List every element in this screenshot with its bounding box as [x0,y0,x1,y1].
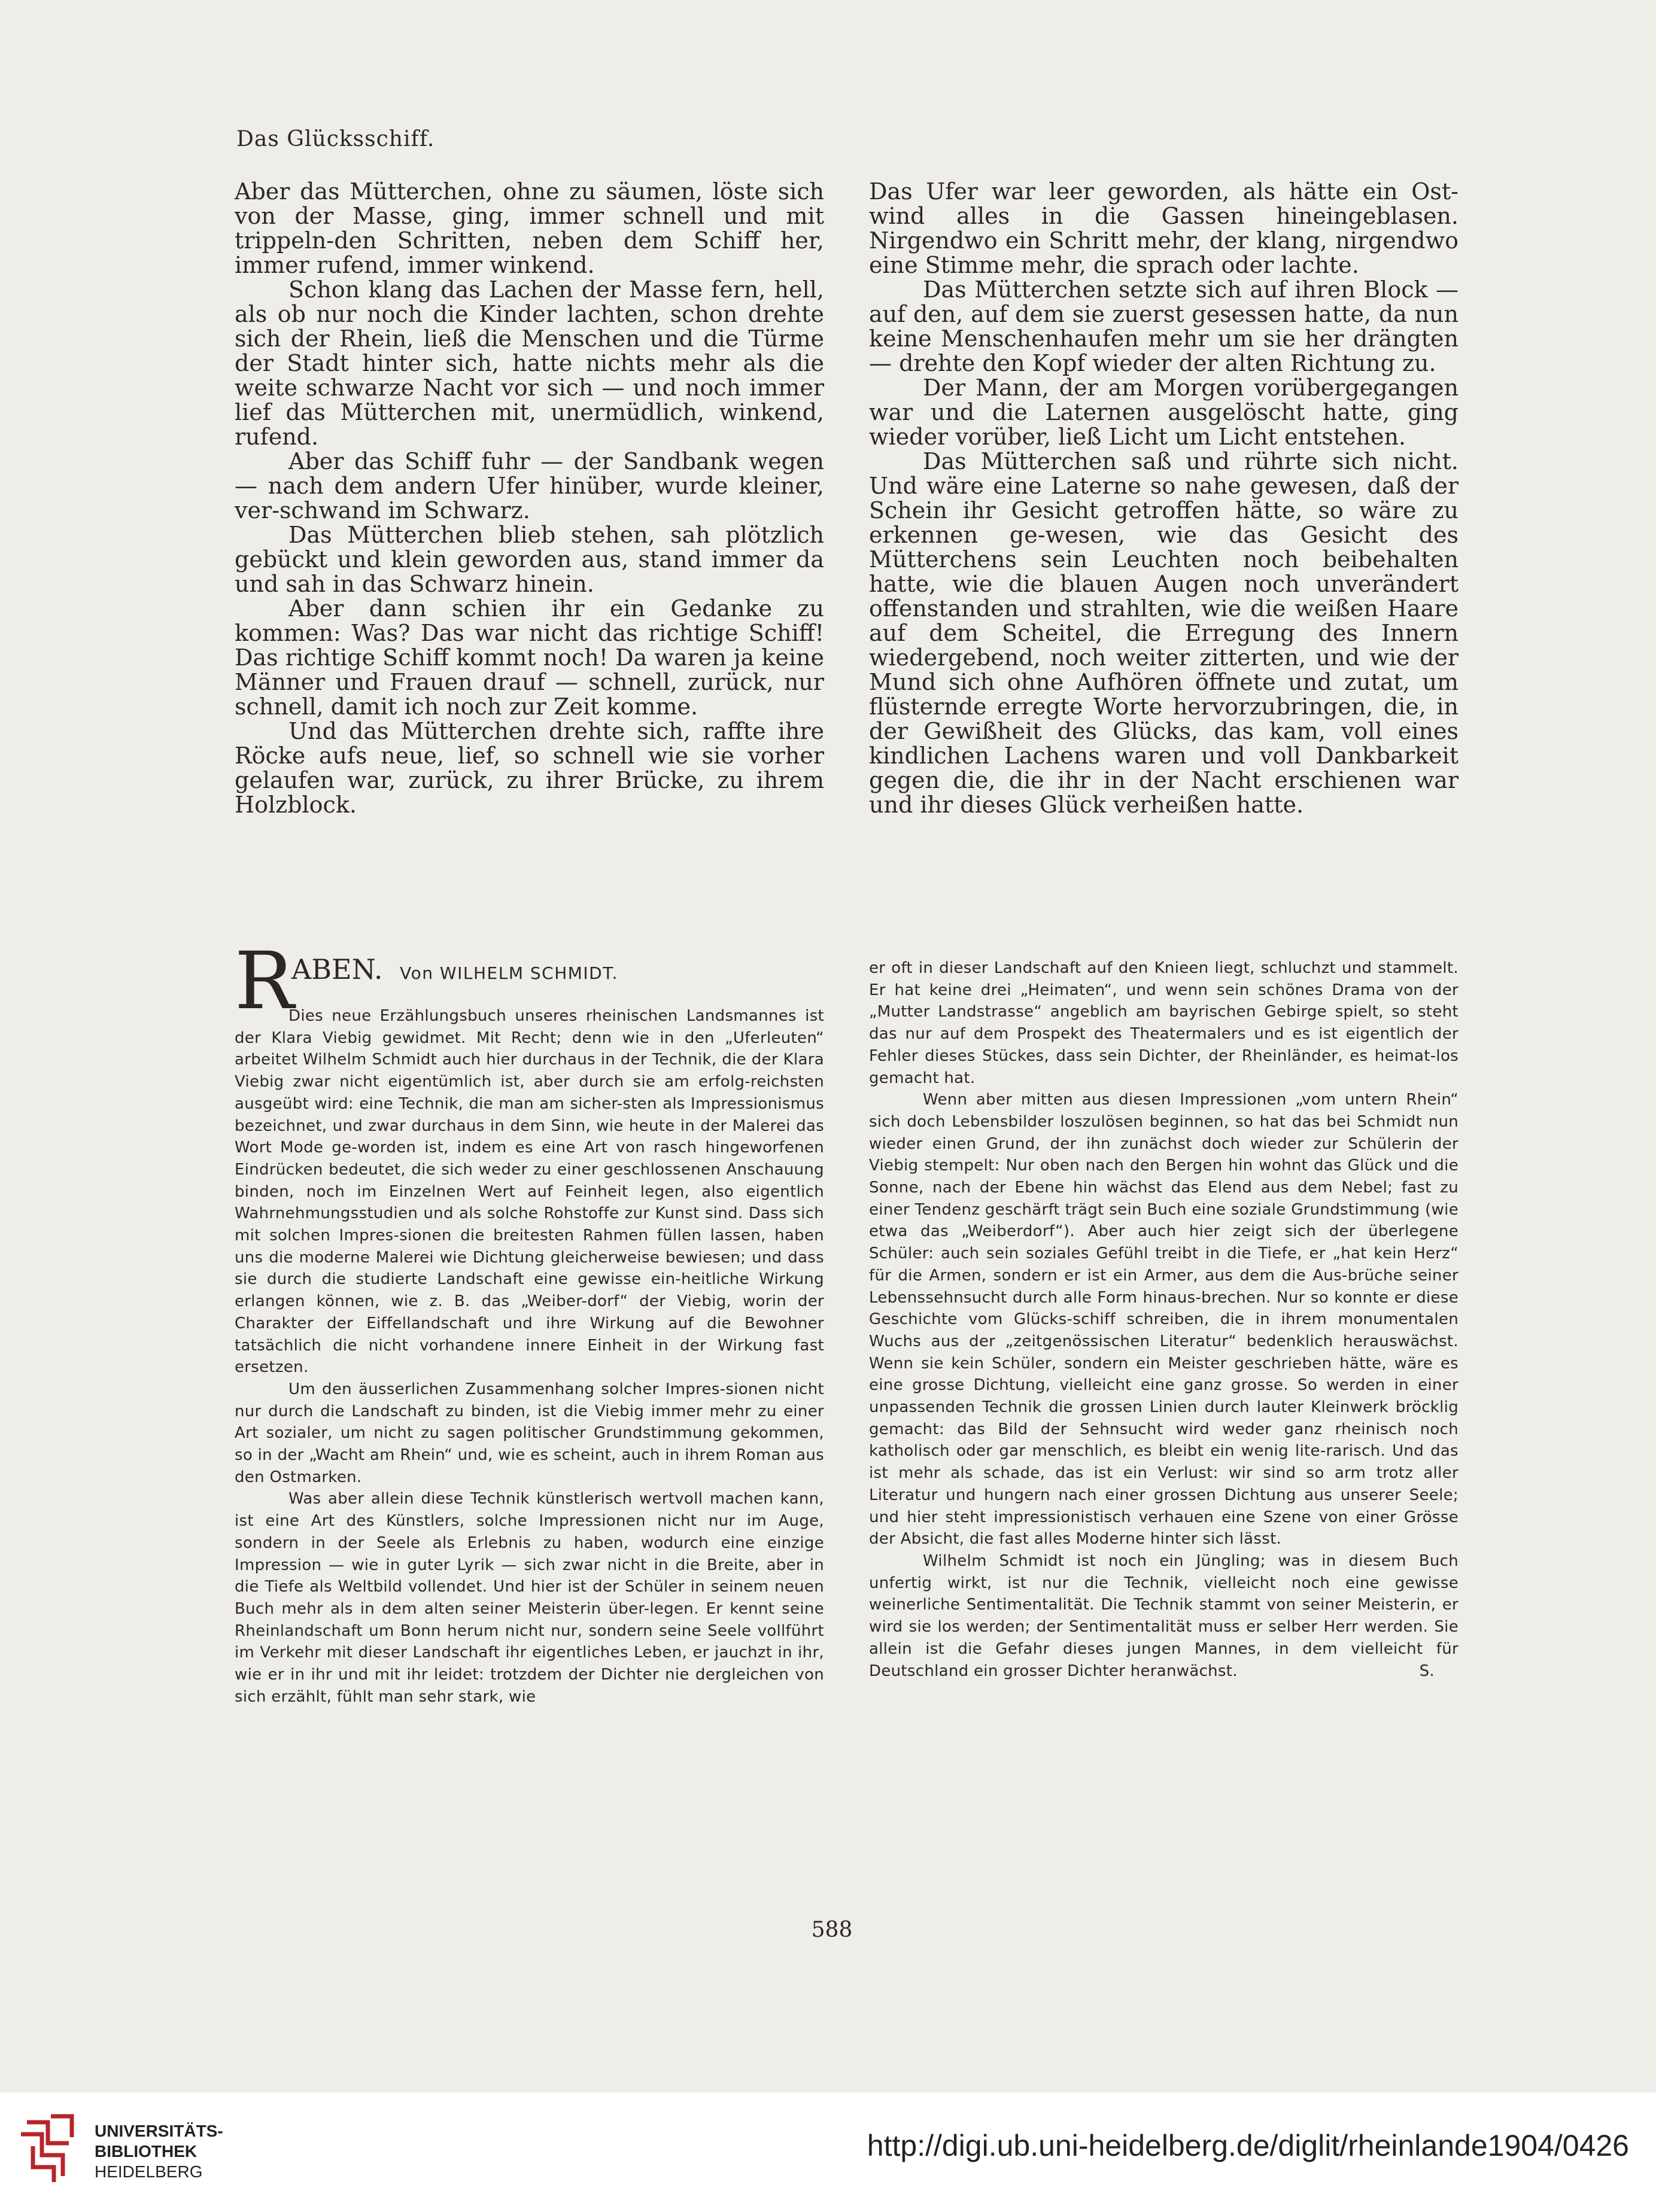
story-paragraph: Aber das Mütterchen, ohne zu säumen, löste sich von der Masse, ging, immer schnell und mit trippeln-den Schritten, neben dem Schiff her, immer rufend, immer winkend. [235,178,824,278]
library-name [95,2121,223,2182]
running-head: Das Glücksschiff. [236,127,435,151]
footer-bar [0,2092,1656,2212]
review-signature: S. [1419,1662,1435,1680]
review-dropcap: R [235,935,294,1027]
review-paragraph: Was aber allein diese Technik künstlerisch wertvoll machen kann, ist eine Art des Künstlers, solche Impressionen nicht nur im Auge, sondern in der Seele als Erlebnis zu haben, wodurch eine einzige Impression — wie in guter Lyrik — sich zwar nicht in die Breite, aber in die Tiefe als Weltbild vollendet. Und hier ist der Schüler in seinem neuen Buch mehr als in dem alten seiner Meisterin über-legen. Er kennt seine Rheinlandschaft um Bonn herum nicht nur, sondern seine Seele vollführt im Verkehr mit dieser Landschaft ihr eigentliches Leben, er jauchzt in ihr, wie er in ihr und mit ihr leidet: trotzdem der Dichter nie dergleichen von sich erzählt, fühlt man sehr stark, wie [235,1490,824,1706]
story-paragraph: Schon klang das Lachen der Masse fern, hell, als ob nur noch die Kinder lachten, schon drehte sich der Rhein, ließ die Menschen und die Türme der Stadt hinter sich, hatte nichts mehr als die weite schwarze Nacht vor sich — und noch immer lief das Mütterchen mit, unermüdlich, winkend, rufend. [235,276,824,450]
library-name-line3: HEIDELBERG [95,2162,203,2181]
review-title-rest: ABEN. [291,953,383,985]
story-paragraph: Das Mütterchen blieb stehen, sah plötzlich gebückt und klein geworden aus, stand immer da und sah in das Schwarz hinein. [235,522,824,597]
story-paragraph: Aber dann schien ihr ein Gedanke zu kommen: Was? Das war nicht das richtige Schiff! Das richtige Schiff kommt noch! Da waren ja keine Männer und Frauen drauf — schnell, zurück, nur schnell, damit ich noch zur Zeit komme. [235,595,824,720]
story-paragraph: Und das Mütterchen drehte sich, raffte ihre Röcke aufs neue, lief, so schnell wie sie vorher gelaufen war, zurück, zu ihrer Brücke, zu ihrem Holzblock. [235,718,824,818]
story-paragraph: Das Mütterchen setzte sich auf ihren Block — auf den, auf dem sie zuerst gesessen hatte, da nun keine Menschenhaufen mehr um sie her drängten — drehte den Kopf wieder der alten Richtung zu. [869,276,1459,376]
review-paragraph: Dies neue Erzählungsbuch unseres rheinischen Landsmannes ist der Klara Viebig gewidmet. Mit Recht; denn wie in den „Uferleuten“ arbeitet Wilhelm Schmidt auch hier durchaus in der Technik, die der Klara Viebig zwar nicht eigentümlich ist, aber durch sie am erfolg-reichsten ausgeübt wird: eine Technik, die man am sicher-sten als Impressionismus bezeichnet, und zwar durchaus in dem Sinn, wie heute in der Malerei das Wort Mode ge-worden ist, indem es eine Art von rasch hingeworfenen Eindrücken bedeutet, die sich weder zu einer geschlossenen Anschauung binden, noch im Einzelnen Wert auf Feinheit legen, also eigentlich Wahrnehmungsstudien und als solche Rohstoffe zur Kunst sind. Dass sich mit solchen Impres-sionen die breitesten Rahmen füllen lassen, haben uns die moderne Malerei wie Dichtung gleicherweise bewiesen; und dass sie durch die studierte Landschaft eine gewisse ein-heitliche Wirkung erlangen können, wie z. B. das „Weiber-dorf“ der Viebig, worin der Charakter der Eiffellandschaft und ihre Wirkung auf die Bewohner tatsächlich die nicht vorhandene innere Einheit in der Wirkung fast ersetzen. [235,1007,824,1377]
library-name-line1: UNIVERSITÄTS- [95,2122,223,2140]
review-paragraph-text: Wilhelm Schmidt ist noch ein Jüngling; was in diesem Buch unfertig wirkt, ist nur die Technik, vielleicht noch eine gewisse weinerliche Sentimentalität. Die Technik stammt von seiner Meisterin, er wird sie los werden; der Sentimentalität muss er selber Herr werden. Sie allein ist die Gefahr dieses jungen Mannes, in dem vielleicht für Deutschland ein grosser Dichter heranwächst. [869,1551,1459,1680]
source-url-link[interactable]: http://digi.ub.uni-heidelberg.de/diglit/rheinlande1904/0426 [867,2129,1629,2162]
review-paragraph: Um den äusserlichen Zusammenhang solcher Impres-sionen nicht nur durch die Landschaft zu binden, ist die Viebig immer mehr zu einer Art sozialer, um nicht zu sagen politischer Grundstimmung gekommen, so in der „Wacht am Rhein“ und, wie es scheint, auch in ihrem Roman aus den Ostmarken. [235,1380,824,1486]
page-number: 588 [811,1918,853,1942]
story-paragraph: Das Ufer war leer geworden, als hätte ein Ost-wind alles in die Gassen hineingeblasen. Nirgendwo ein Schritt mehr, der klang, nirgendwo eine Stimme mehr, die sprach oder lachte. [869,178,1459,278]
review-paragraph: er oft in dieser Landschaft auf den Knieen liegt, schluchzt und stammelt. Er hat keine drei „Heimaten“, und wenn sein schönes Drama von der „Mutter Landstrasse“ angeblich am bayrischen Gebirge spielt, so steht das nur auf dem Prospekt des Theatermalers und es ist eigentlich der Fehler dieses Stückes, dass sein Dichter, der Rheinländer, es heimat-los gemacht hat. [869,959,1459,1087]
story-column-right [869,179,1459,817]
library-logo-icon[interactable] [15,2110,84,2188]
story-column-left [235,179,824,817]
review-paragraph: Wenn aber mitten aus diesen Impressionen „vom untern Rhein“ sich doch Lebensbilder loszulösen beginnen, so hat das bei Schmidt nun wieder einen Grund, der ihn zunächst doch wieder zur Schülerin der Viebig stempelt: Nur oben nach den Bergen hin wohnt das Glück und die Sonne, nach der Ebene hin wächst das Elend aus dem Nebel; fast zu einer Tendenz geschärft trägt sein Buch eine soziale Grundstimmung (wie etwa das „Weiberdorf“). Aber auch hier zeigt sich der überlegene Schüler: auch sein soziales Gefühl treibt in die Tiefe, er „hat kein Herz“ für die Armen, sondern er ist ein Armer, aus dem die Aus-brüche seiner Lebenssehnsucht durch alle Form hinaus-brechen. Nur so konnte er diese Geschichte vom Glücks-schiff schreiben, die in ihrem monumentalen Wuchs aus der „zeitgenössischen Literatur“ bedenklich herauswächst. Wenn sie kein Schüler, sondern ein Meister geschrieben hätte, wäre es eine grosse Dichtung, vielleicht eine ganz grosse. So werden in einer unpassenden Technik die grossen Linien durch lauter Kleinwerk bröcklig gemacht: das Bild der Sehnsucht wird weder ganz rheinisch noch katholisch oder gar menschlich, es bleibt ein wenig lite-rarisch. Und das ist mehr als schade, das ist ein Verlust: wir sind so arm trotz aller Literatur und hungern nach einer grossen Dichtung aus unserer Seele; und hier steht impressionistisch verhauen eine Szene von einer Grösse der Absicht, die fast alles Moderne hinter sich lässt. [869,1091,1459,1548]
library-name-line2: BIBLIOTHEK [95,2142,197,2161]
review-column-right [869,957,1459,1682]
review-heading [235,935,824,1027]
review-paragraph [869,1550,1459,1682]
review-column-left [235,1005,824,1708]
story-paragraph: Der Mann, der am Morgen vorübergegangen war und die Laternen ausgelöscht hatte, ging wieder vorüber, ließ Licht um Licht entstehen. [869,375,1459,450]
review-title [291,953,618,985]
story-paragraph: Aber das Schiff fuhr — der Sandbank wegen — nach dem andern Ufer hinüber, wurde kleiner, ver-schwand im Schwarz. [235,448,824,524]
review-author: Von WILHELM SCHMIDT. [400,963,618,983]
story-paragraph: Das Mütterchen saß und rührte sich nicht. Und wäre eine Laterne so nahe gewesen, daß der Schein ihr Gesicht getroffen hätte, so wäre zu erkennen ge-wesen, wie das Gesicht des Mütterchens sein Leuchten noch beibehalten hatte, wie die blauen Augen noch unverändert offenstanden und strahlten, wie die weißen Haare auf dem Scheitel, die Erregung des Innern wiedergebend, noch weiter zitterten, und wie der Mund sich ohne Aufhören öffnete und zutat, um flüsternde erregte Worte hervorzubringen, die, in der Gewißheit des Glücks, das kam, voll eines kindlichen Lachens waren und voll Dankbarkeit gegen die, die ihr in der Nacht erschienen war und ihr dieses Glück verheißen hatte. [869,448,1459,818]
